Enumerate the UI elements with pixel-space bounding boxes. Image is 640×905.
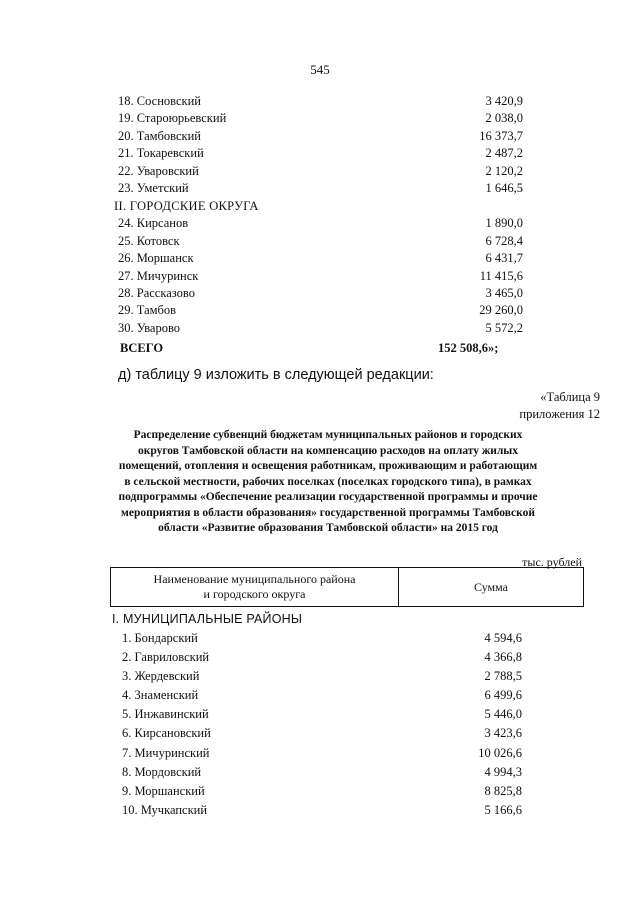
column-header-name-line2: и городского округа xyxy=(203,587,306,601)
table-row xyxy=(112,744,542,763)
district-value: 2 788,5 xyxy=(484,669,522,684)
district-value: 1 890,0 xyxy=(485,216,523,231)
district-value: 2 120,2 xyxy=(485,163,523,178)
district-name: 20. Тамбовский xyxy=(118,128,201,143)
district-value: 8 825,8 xyxy=(484,783,522,798)
district-name: 23. Уметский xyxy=(118,180,189,195)
district-value: 3 420,9 xyxy=(485,94,523,108)
district-value: 5 166,6 xyxy=(484,802,522,817)
column-header-sum: Сумма xyxy=(474,580,508,594)
list-item xyxy=(118,302,538,319)
top-list xyxy=(114,93,538,357)
district-value: 3 423,6 xyxy=(484,726,522,741)
district-value: 4 366,8 xyxy=(484,650,522,665)
section-title-city-districts: II. ГОРОДСКИЕ ОКРУГА xyxy=(114,199,259,214)
table-header xyxy=(110,567,584,607)
table-row xyxy=(112,763,542,782)
list-item xyxy=(118,268,538,285)
column-header-name-line1: Наименование муниципального района xyxy=(153,572,356,586)
units-label: тыс. рублей xyxy=(522,555,582,569)
district-name: 2. Гавриловский xyxy=(122,650,210,665)
district-value: 5 446,0 xyxy=(484,707,522,722)
district-value: 2 487,2 xyxy=(485,146,523,161)
district-name: 8. Мордовский xyxy=(122,764,202,779)
table-row xyxy=(112,629,542,648)
column-header-name xyxy=(111,568,399,606)
district-value: 6 431,7 xyxy=(485,251,523,266)
district-value: 2 038,0 xyxy=(485,111,523,126)
table-row xyxy=(112,782,542,801)
total-row xyxy=(118,340,538,357)
district-name: 7. Мичуринский xyxy=(122,745,210,760)
table-row xyxy=(112,648,542,667)
table-row xyxy=(112,801,542,820)
district-name: 10. Мучкапский xyxy=(122,802,208,817)
district-value: 11 415,6 xyxy=(479,268,523,283)
district-value: 16 373,7 xyxy=(479,128,523,143)
district-name: 4. Знаменский xyxy=(122,688,199,703)
table-row xyxy=(112,705,542,724)
district-name: 22. Уваровский xyxy=(118,163,199,178)
district-value: 3 465,0 xyxy=(485,285,523,300)
list-item xyxy=(118,180,538,197)
section-title-municipal-districts: I. МУНИЦИПАЛЬНЫЕ РАЙОНЫ xyxy=(112,612,303,626)
list-item xyxy=(118,163,538,180)
district-name: 21. Токаревский xyxy=(118,146,204,161)
instruction-text: д) таблицу 9 изложить в следующей редакции: xyxy=(118,367,434,383)
district-value: 4 994,3 xyxy=(484,764,522,779)
district-name: 18. Сосновский xyxy=(118,94,201,108)
district-name: 5. Инжавинский xyxy=(122,707,209,722)
list-item xyxy=(118,320,538,337)
district-value: 10 026,6 xyxy=(478,745,522,760)
district-value: 1 646,5 xyxy=(485,180,523,195)
table-row xyxy=(112,686,542,705)
district-name: 29. Тамбов xyxy=(118,303,177,318)
list-item xyxy=(118,215,538,232)
district-value: 5 572,2 xyxy=(485,320,523,335)
district-value: 4 594,6 xyxy=(484,631,522,645)
total-value: 152 508,6»; xyxy=(438,341,499,356)
district-value: 6 728,4 xyxy=(485,233,523,248)
list-item xyxy=(118,128,538,145)
list-item xyxy=(118,250,538,267)
table-body xyxy=(112,610,542,820)
table-ref-line2: приложения 12 xyxy=(519,407,600,421)
district-name: 25. Котовск xyxy=(118,233,180,248)
district-value: 6 499,6 xyxy=(484,688,522,703)
table-row xyxy=(112,667,542,686)
district-value: 29 260,0 xyxy=(479,303,523,318)
table-ref-line1: «Таблица 9 xyxy=(540,390,600,404)
district-name: 28. Рассказово xyxy=(118,285,195,300)
page-number: 545 xyxy=(310,62,330,77)
list-item xyxy=(118,110,538,127)
district-name: 9. Моршанский xyxy=(122,783,205,798)
district-name: 1. Бондарский xyxy=(122,631,198,645)
table-heading: Распределение субвенций бюджетам муниципальных районов и городских округов Тамбовской области на компенсацию расходов на оплату жилых помещений, отопления и освещения работникам, проживающим и работающим в сельской местности, рабочих поселках (поселках городского типа), в рамках подпрограммы «Обеспечение реализации государственной программы и прочие мероприятия в области образования» государственной программы Тамбовской области «Развитие образования Тамбовской области» на 2015 год xyxy=(118,429,538,534)
list-item xyxy=(118,233,538,250)
district-name: 26. Моршанск xyxy=(118,251,194,266)
total-label: ВСЕГО xyxy=(120,341,164,356)
district-name: 19. Староюрьевский xyxy=(118,111,227,126)
district-name: 3. Жердевский xyxy=(122,669,200,684)
district-name: 24. Кирсанов xyxy=(118,216,189,231)
list-item xyxy=(118,93,538,110)
table-reference xyxy=(519,389,600,423)
list-item xyxy=(118,145,538,162)
table-row xyxy=(112,724,542,743)
district-name: 27. Мичуринск xyxy=(118,268,199,283)
list-item xyxy=(118,285,538,302)
district-name: 6. Кирсановский xyxy=(122,726,211,741)
district-name: 30. Уварово xyxy=(118,320,181,335)
